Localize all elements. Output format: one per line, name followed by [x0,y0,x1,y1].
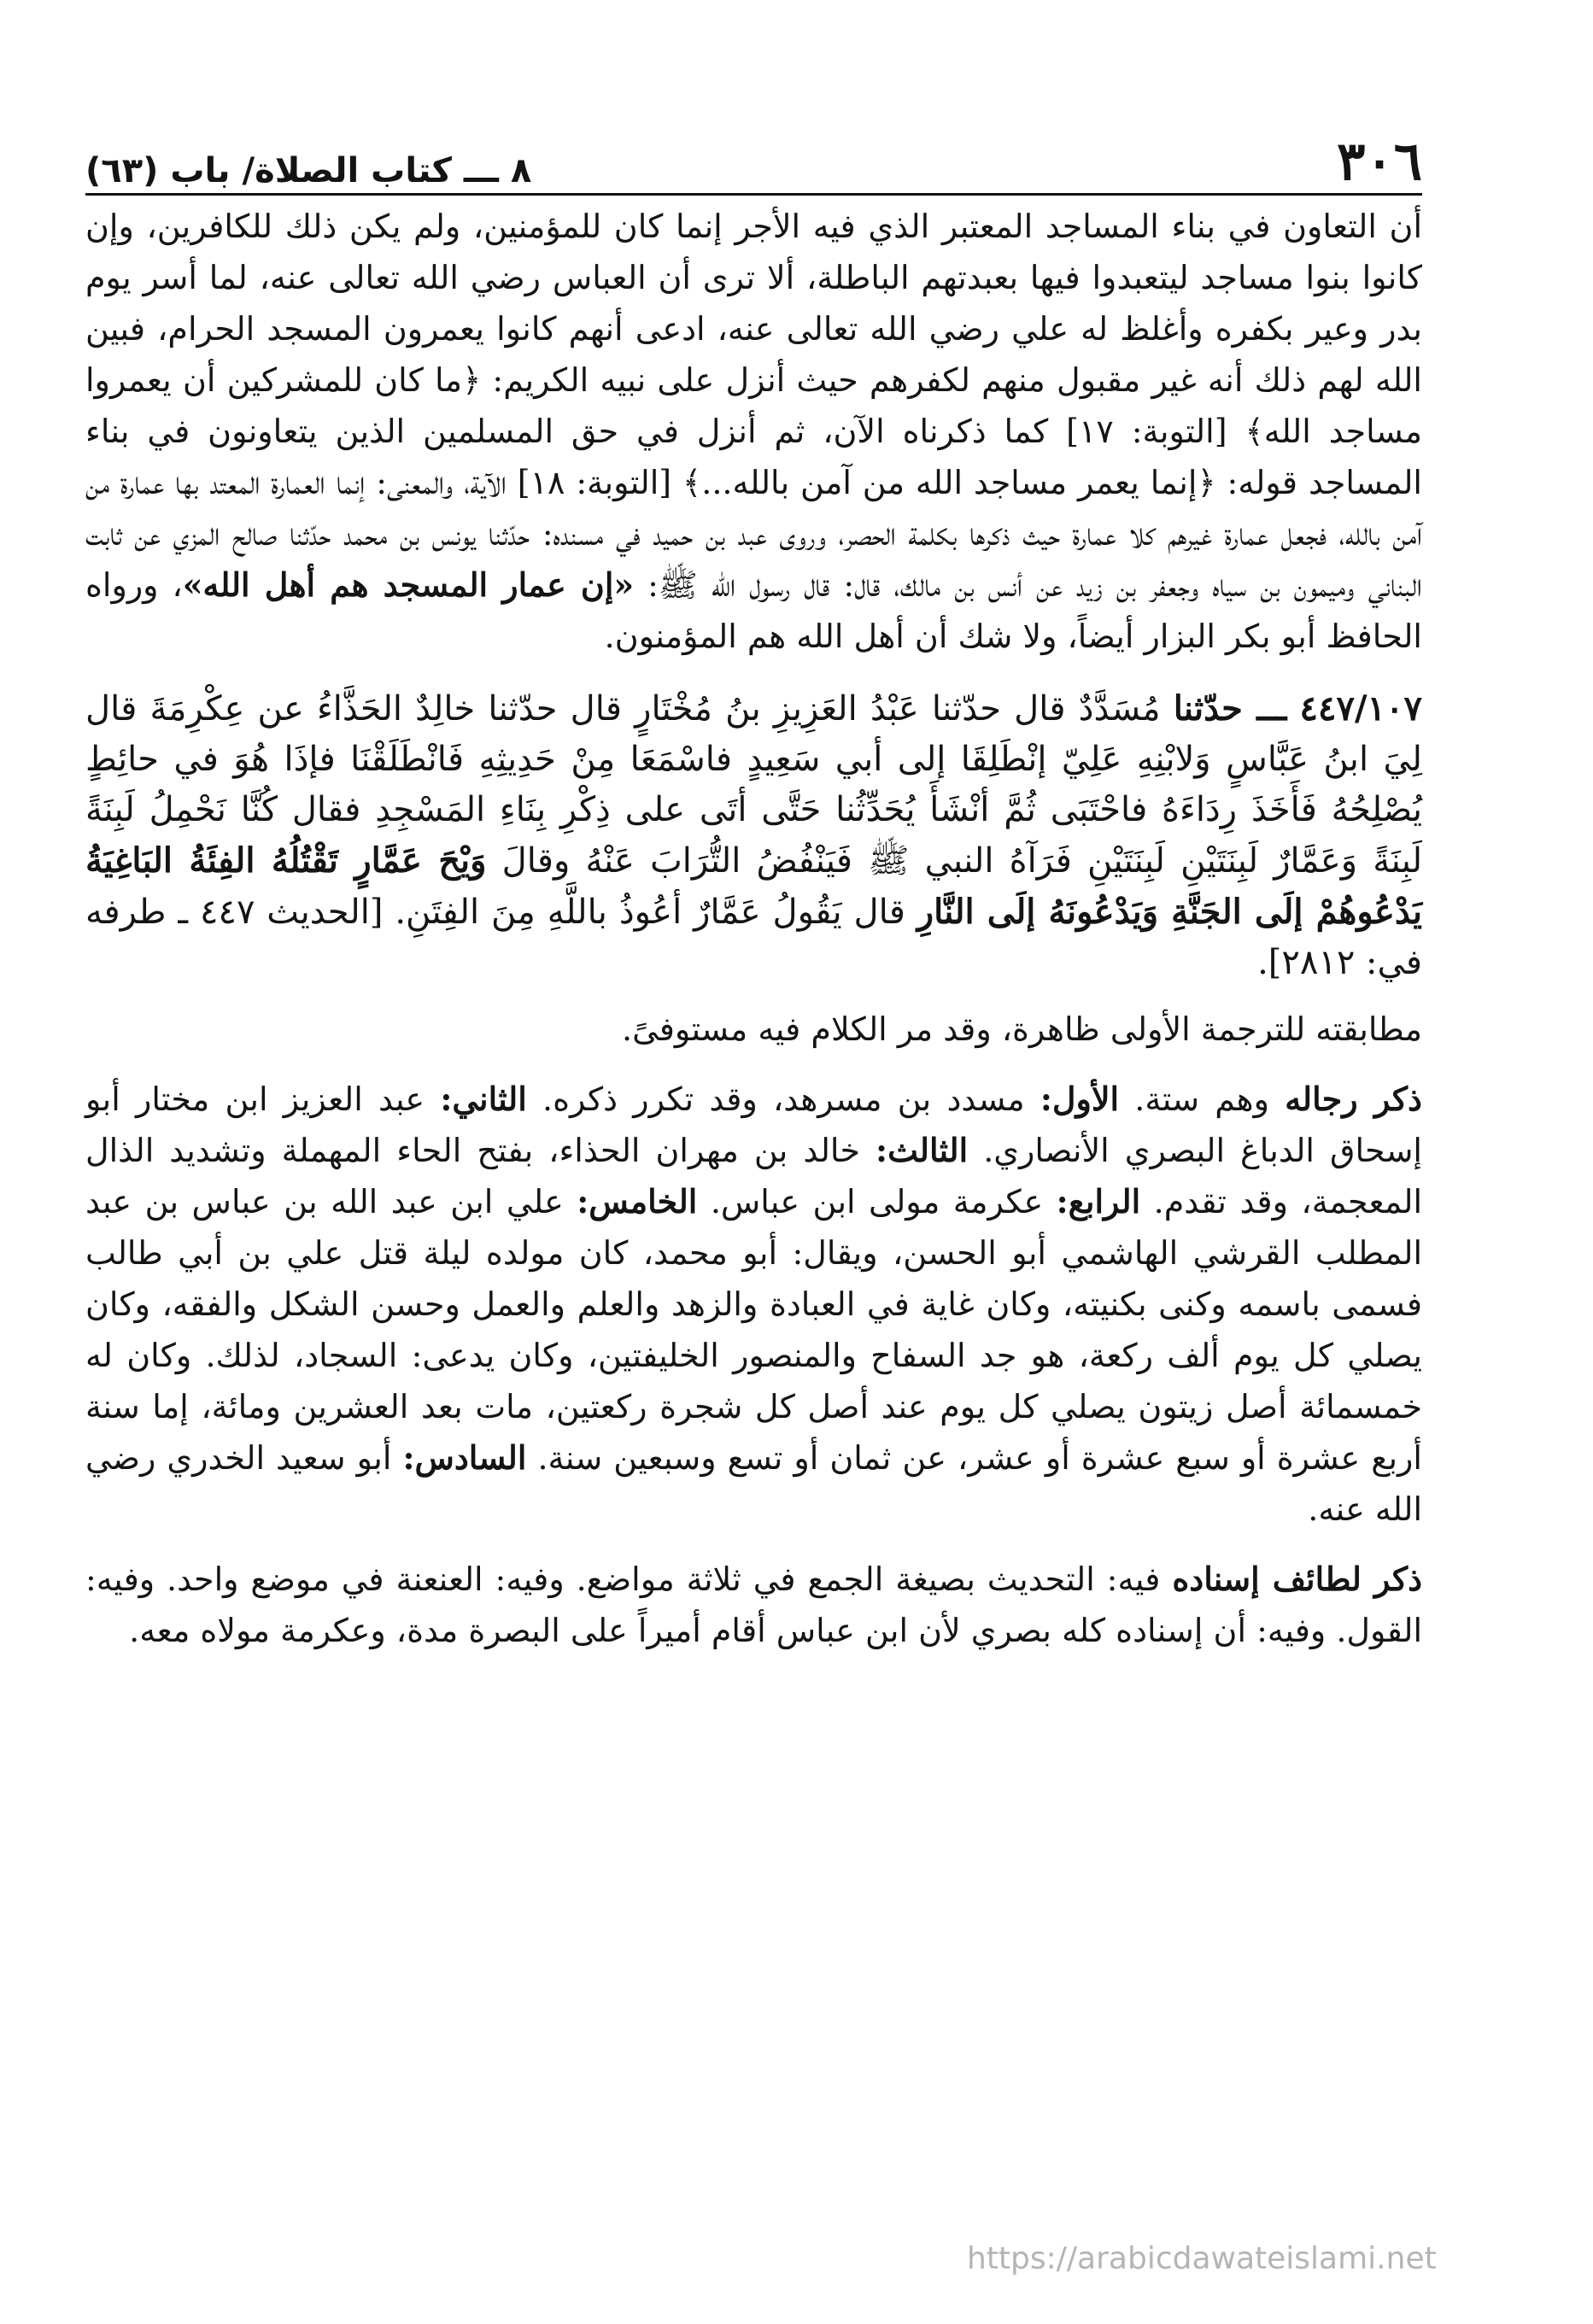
page-body [85,201,1422,1656]
page-number: ٣٠٦ [1337,130,1422,192]
rijal-text: خالد بن مهران الحذاء، بفتح الحاء المهملة وتشديد الذال المعجمة، وقد تقدم. [85,1132,1422,1221]
commentary-text: أن التعاون في بناء المساجد المعتبر الذي فيه الأجر إنما كان للمؤمنين، ولم يكن ذلك للكافرين، وإن كانوا بنوا مساجد ليتعبدوا فيها بعبدتهم الباطلة، ألا ترى أن العباس رضي الله تعالى عنه، لما أسر يوم بدر وعير بكفره وأغلظ له علي رضي الله تعالى عنه، ادعى أنهم كانوا يعمرون المسجد الحرام، فبين الله لهم ذلك أنه غير مقبول منهم لكفرهم حيث أنزل على نبيه الكريم: ﴿ما كان للمشركين أن يعمروا مساجد الله﴾ [التوبة: ١٧] كما ذكرناه الآن، ثم أنزل في حق المسلمين الذين يتعاونون في بناء المساجد قوله: ﴿إنما يعمر مساجد الله من آمن بالله...﴾ [التوبة: ١٨] الآية، والمعنى: إنما العمارة المعتد بها عمارة من آمن بالله، فجعل عمارة غيرهم كلا عمارة حيث ذكرها بكلمة الحصر، وروى عبد بن حميد في مسنده: حدّثنا يونس بن محمد حدّثنا صالح المزي عن ثابت البناني وميمون بن سياه وجعفر بن زيد عن أنس بن مالك، قال: قال رسول الله ﷺ: [85,208,1423,604]
hadith-number: ٤٤٧/١٠٧ [1299,688,1423,729]
rijal-text: مسدد بن مسرهد، وقد تكرر ذكره. [542,1080,1025,1118]
commentary-paragraph [85,201,1422,662]
rijal-paragraph [85,1074,1422,1535]
mutabaqa-paragraph: مطابقته للترجمة الأولى ظاهرة، وقد مر الكلام فيه مستوفىً. [621,1010,1422,1048]
rijal-text: وهم ستة. [1134,1080,1269,1118]
commentary-tail: ، ورواه الحافظ أبو بكر البزار أيضاً، ولا شك أن أهل الله هم المؤمنون. [85,566,1422,655]
rijal-label: الرابع: [1056,1182,1141,1221]
rijal-heading: ذكر رجاله [1285,1080,1422,1118]
hadith-bold-text: وَيْحَ عَمَّارٍ تَقْتُلُهُ الفِئَةُ البَاغِيَةُ يَدْعُوهُمْ إلَى الجَنَّةِ وَيَدْعُونَهُ إلَى النَّارِ [85,840,1423,932]
rijal-text: علي ابن عبد الله بن عباس بن عبد المطلب القرشي الهاشمي أبو الحسن، ويقال: أبو محمد، كان مولده ليلة قتل علي بن أبي طالب فسمى باسمه وكنى بكنيته، وكان غاية في العبادة والزهد والعلم والعمل وحسن الشكل والفقه، وكان يصلي كل يوم ألف ركعة، هو جد السفاح والمنصور الخليفتين، وكان يدعى: السجاد، لذلك. وكان له خمسمائة أصل زيتون يصلي كل يوم عند أصل كل شجرة ركعتين، مات بعد العشرين ومائة، إما سنة أربع عشرة أو سبع عشرة أو عشر، عن ثمان أو تسع وسبعين سنة. [85,1183,1422,1477]
lataif-text: فيه: التحديث بصيغة الجمع في ثلاثة مواضع. وفيه: العنعنة في موضع واحد. وفيه: القول. وفيه: أن إسناده كله بصري لأن ابن عباس أقام أميراً على البصرة مدة، وعكرمة مولاه معه. [85,1560,1422,1649]
rijal-label: الثاني: [440,1080,527,1118]
rijal-text: عكرمة مولى ابن عباس. [710,1183,1044,1221]
header-rule [85,193,1422,196]
lataif-paragraph [85,1554,1422,1656]
hadith-text-1: مُسَدَّدٌ قال حدّثنا عَبْدُ العَزِيزِ بنُ مُخْتَارٍ قال حدّثنا خالِدٌ الحَذَّاءُ عن عِكْرِمَةَ قال لِيَ ابنُ عَبَّاسٍ وَلابْنِهِ عَلِيّ إنْطَلِقَا إلى أبي سَعِيدٍ فاسْمَعَا مِنْ حَدِيثِهِ فَانْطَلَقْنَا فإذَا هُوَ في حائِطٍ يُصْلِحُهُ فَأَخَذَ رِدَاءَهُ فاحْتَبَى ثُمَّ أنْشَأَ يُحَدِّثُنا حَتَّى أتَى على ذِكْرِ بِنَاءِ المَسْجِدِ فقال كُنَّا نَحْمِلُ لَبِنَةً لَبِنَةً وَعَمَّارٌ لَبِنَتَيْنِ لَبِنَتَيْنِ فَرَآهُ النبي ﷺ فَيَنْفُضُ التُّرَابَ عَنْهُ وقالَ [85,689,1423,881]
lataif-heading: ذكر لطائف إسناده [1172,1560,1422,1598]
hadith-quote: «إن عمار المسجد هم أهل الله» [182,565,635,604]
rijal-label: السادس: [402,1438,527,1477]
hadith-text-2: قال يَقُولُ عَمَّارٌ أعُوذُ باللَّهِ مِنَ الفِتَنِ. [الحديث ٤٤٧ ـ طرفه في: ٢٨١٢]. [85,893,1422,982]
rijal-label: الخامس: [577,1182,698,1221]
watermark-link[interactable]: https://arabicdawateislami.net [967,2241,1437,2276]
rijal-text: عبد العزيز ابن مختار أبو إسحاق الدباغ البصري الأنصاري. [85,1080,1422,1169]
rijal-label: الأول: [1040,1080,1120,1118]
rijal-label: الثالث: [876,1131,969,1169]
running-head: ٨ ـــ كتاب الصلاة/ باب (٦٣) [85,151,532,190]
page-header [85,120,1422,192]
hadith-lead: ـــ حدّثنا [1173,688,1287,729]
hadith-paragraph [85,683,1422,988]
rijal-text: أبو سعيد الخدري رضي الله عنه. [85,1439,1422,1528]
